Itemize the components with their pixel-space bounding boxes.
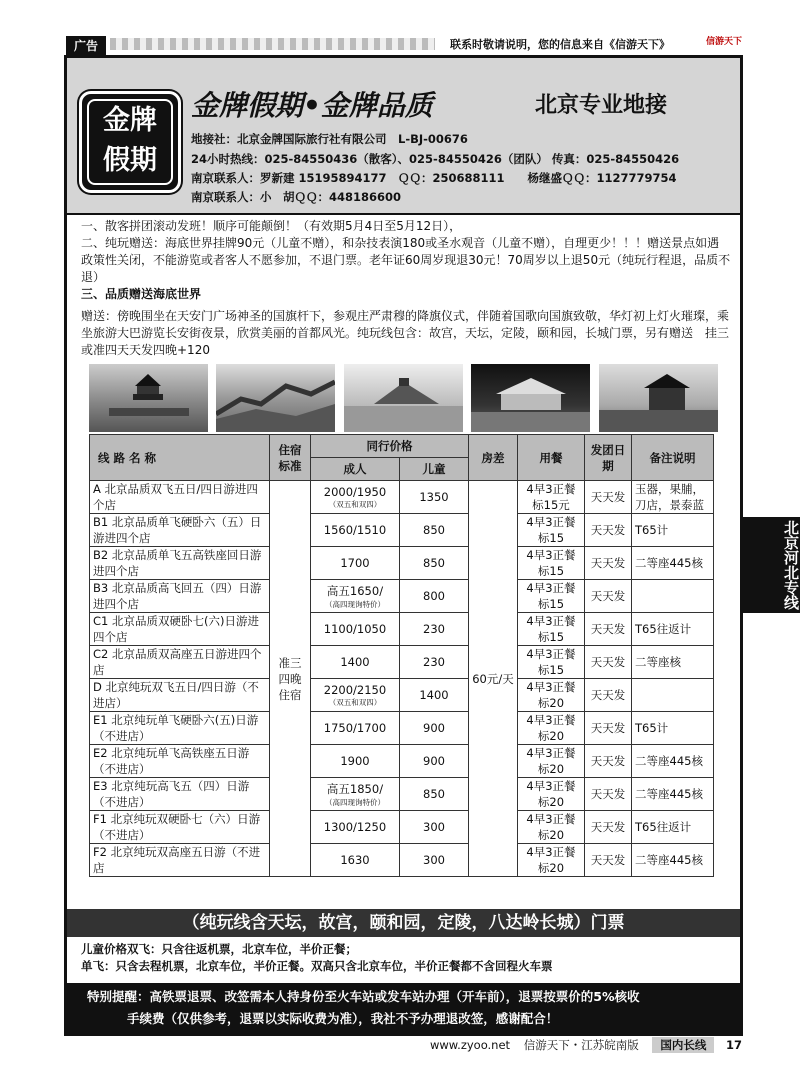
cell-meal xyxy=(518,580,585,613)
cell-child-text: 850 xyxy=(423,787,445,801)
cell-meal-text: 4早3正餐标15 xyxy=(526,581,576,611)
cell-adult-text: 高五1650/ xyxy=(326,583,384,598)
table-row xyxy=(90,547,714,580)
cell-adult-text: 1400 xyxy=(340,655,370,669)
table-row xyxy=(90,481,714,514)
cell-depart xyxy=(585,778,632,811)
cell-depart-text: 天天发 xyxy=(590,622,626,636)
cell-route-text: F2 北京纯玩双高座五日游（不进店 xyxy=(93,845,261,875)
cell-child-text: 300 xyxy=(423,820,445,834)
cell-adult xyxy=(311,679,400,712)
footnotes xyxy=(81,941,553,975)
th-depart: 发团日期 xyxy=(585,435,632,481)
gold-holiday-badge xyxy=(79,91,181,193)
cell-remark-text: 二等座445核 xyxy=(635,787,703,801)
cell-remark xyxy=(632,778,714,811)
cell-adult xyxy=(311,646,400,679)
cell-child xyxy=(400,844,469,877)
photo-great-wall xyxy=(216,364,335,432)
cell-meal xyxy=(518,844,585,877)
th-room: 房差 xyxy=(469,435,518,481)
tickets-banner: （纯玩线含天坛，故宫，颐和园，定陵，八达岭长城）门票 xyxy=(67,909,740,937)
cell-adult-text: 高五1850/ xyxy=(326,781,384,796)
cell-adult xyxy=(311,514,400,547)
cell-child-text: 850 xyxy=(423,523,445,537)
th-adult: 成人 xyxy=(311,458,400,481)
cell-remark xyxy=(632,580,714,613)
photo-gate-night xyxy=(471,364,590,432)
badge-line-2: 假期 xyxy=(103,145,157,176)
cell-remark xyxy=(632,547,714,580)
cell-child-text: 1350 xyxy=(419,490,449,504)
cell-child-text: 900 xyxy=(423,754,445,768)
cell-adult-note: （高四现询特价） xyxy=(325,797,385,807)
cell-remark-text: 二等座核 xyxy=(635,655,681,669)
cell-adult-note: （双五和双四） xyxy=(328,499,382,509)
top-bar xyxy=(0,0,800,52)
cell-remark xyxy=(632,646,714,679)
cell-stay xyxy=(270,481,311,877)
publication-name: 信游天下・江苏皖南版 xyxy=(523,1038,639,1052)
page-footer xyxy=(430,1037,742,1053)
cell-route xyxy=(90,613,270,646)
cell-depart-text: 天天发 xyxy=(590,556,626,570)
cell-route xyxy=(90,646,270,679)
cell-adult xyxy=(311,811,400,844)
cell-adult xyxy=(311,613,400,646)
th-stay: 住宿标准 xyxy=(270,435,311,481)
cell-remark xyxy=(632,745,714,778)
cell-remark xyxy=(632,514,714,547)
cell-meal xyxy=(518,778,585,811)
cell-child xyxy=(400,580,469,613)
cell-route xyxy=(90,514,270,547)
cell-remark-text: T65计 xyxy=(635,721,669,735)
special-reminder xyxy=(67,983,740,1033)
cell-route-text: E3 北京纯玩高飞五（四）日游（不进店） xyxy=(93,779,250,809)
cell-remark-text: 二等座445核 xyxy=(635,754,703,768)
cell-depart xyxy=(585,745,632,778)
cell-adult-text: 1900 xyxy=(340,754,370,768)
cell-route-text: B3 北京品质高飞回五（四）日游进四个店 xyxy=(93,581,262,611)
cell-route-text: E2 北京纯玩单飞高铁座五日游（不进店） xyxy=(93,746,250,776)
table-row xyxy=(90,811,714,844)
cell-meal xyxy=(518,811,585,844)
th-remark: 备注说明 xyxy=(632,435,714,481)
cell-adult-text: 2200/2150 xyxy=(323,682,387,697)
cell-adult xyxy=(311,712,400,745)
cell-remark-text: 二等座445核 xyxy=(635,556,703,570)
table-row xyxy=(90,580,714,613)
reminder-line-1: 特别提醒：高铁票退票、改签需本人持身份至火车站或发车站办理（开车前），退票按票价的5%核收 xyxy=(87,989,640,1004)
cell-depart xyxy=(585,481,632,514)
cell-depart-text: 天天发 xyxy=(590,721,626,735)
cell-remark xyxy=(632,712,714,745)
cell-child xyxy=(400,547,469,580)
cell-meal-text: 4早3正餐标20 xyxy=(526,845,576,875)
table-row xyxy=(90,712,714,745)
cell-adult-text: 1700 xyxy=(340,556,370,570)
contact-line-1: 南京联系人：罗新建 15195894177 ＱＱ：250688111 杨继盛ＱＱ：1127779754 xyxy=(191,171,677,185)
ad-tag: 广告 xyxy=(66,36,106,55)
routes-body xyxy=(90,481,714,877)
cell-room-text: 60元/天 xyxy=(472,671,514,686)
cell-adult-text: 1560/1510 xyxy=(323,523,387,537)
cell-route xyxy=(90,778,270,811)
side-tab-beijing-hebei: 北京河北专线 xyxy=(741,517,800,613)
cell-depart-text: 天天发 xyxy=(590,688,626,702)
cell-adult-note: （双五和双四） xyxy=(328,697,382,707)
cell-remark xyxy=(632,844,714,877)
cell-route-text: C1 北京品质双硬卧七(六)日游进四个店 xyxy=(93,614,259,644)
cell-depart xyxy=(585,679,632,712)
cell-remark-text: T65往返计 xyxy=(635,622,692,636)
cell-meal-text: 4早3正餐标20 xyxy=(526,812,576,842)
table-row xyxy=(90,679,714,712)
cell-route xyxy=(90,712,270,745)
cell-remark xyxy=(632,613,714,646)
cell-adult-text: 1100/1050 xyxy=(323,622,387,636)
cell-meal xyxy=(518,679,585,712)
cell-route xyxy=(90,580,270,613)
contact-line-2: 南京联系人：小 胡ＱＱ：448186600 xyxy=(191,190,402,204)
cell-adult-text: 1630 xyxy=(340,853,370,867)
agency-line: 地接社：北京金牌国际旅行社有限公司 L-BJ-00676 xyxy=(191,132,468,146)
cell-meal xyxy=(518,481,585,514)
page-number: 17 xyxy=(726,1038,743,1052)
cell-depart-text: 天天发 xyxy=(590,820,626,834)
cell-meal-text: 4早3正餐标15 xyxy=(526,515,576,545)
cell-route-text: B2 北京品质单飞五高铁座回日游进四个店 xyxy=(93,548,262,578)
cell-depart xyxy=(585,514,632,547)
cell-depart-text: 天天发 xyxy=(590,853,626,867)
cell-meal-text: 4早3正餐标15 xyxy=(526,647,576,677)
footnote-child-flight: 儿童价格双飞：只含往返机票，北京车位，半价正餐； xyxy=(81,942,357,956)
table-row xyxy=(90,844,714,877)
cell-adult-note: （高四现询特价） xyxy=(325,599,385,609)
cell-remark-text: T65计 xyxy=(635,523,669,537)
cell-depart-text: 天天发 xyxy=(590,490,626,504)
cell-route xyxy=(90,844,270,877)
cell-route-text: F1 北京纯玩双硬卧七（六）日游（不进店） xyxy=(93,812,261,842)
cell-meal xyxy=(518,514,585,547)
cell-adult xyxy=(311,580,400,613)
th-meal: 用餐 xyxy=(518,435,585,481)
table-row xyxy=(90,613,714,646)
cell-depart xyxy=(585,646,632,679)
category-label: 国内长线 xyxy=(652,1037,714,1053)
cell-meal-text: 4早3正餐标20 xyxy=(526,680,576,710)
cell-child xyxy=(400,679,469,712)
note-1: 一、散客拼团滚动发班！顺序可能颠倒！（有效期5月4日至5月12日）， xyxy=(81,219,462,233)
cell-child-text: 230 xyxy=(423,655,445,669)
cell-depart-text: 天天发 xyxy=(590,754,626,768)
cell-route xyxy=(90,481,270,514)
routes-table xyxy=(89,434,714,877)
table-row xyxy=(90,514,714,547)
top-note: 联系时敬请说明，您的信息来自《信游天下》 xyxy=(450,38,670,51)
cell-remark xyxy=(632,481,714,514)
publisher-logo: 信游天下 xyxy=(706,37,743,47)
cell-child-text: 230 xyxy=(423,622,445,636)
cell-meal xyxy=(518,646,585,679)
cell-adult-text: 2000/1950 xyxy=(323,484,387,499)
cell-remark xyxy=(632,811,714,844)
reminder-line-2: 手续费（仅供参考，退票以实际收费为准），我社不予办理退改签，感谢配合！ xyxy=(127,1011,559,1026)
cell-adult xyxy=(311,745,400,778)
cell-remark-text: 玉器，果脯，刀店，景泰蓝 xyxy=(635,482,704,512)
cell-adult xyxy=(311,547,400,580)
cell-child-text: 900 xyxy=(423,721,445,735)
cell-meal xyxy=(518,712,585,745)
cell-meal xyxy=(518,613,585,646)
table-row xyxy=(90,745,714,778)
cell-child-text: 300 xyxy=(423,853,445,867)
cell-remark-text: T65往返计 xyxy=(635,820,692,834)
photo-arrow-tower xyxy=(599,364,718,432)
cell-adult xyxy=(311,778,400,811)
cell-remark-text: 二等座445核 xyxy=(635,853,703,867)
cell-child xyxy=(400,811,469,844)
th-route: 线 路 名 称 xyxy=(90,435,270,481)
table-row xyxy=(90,646,714,679)
cell-route xyxy=(90,547,270,580)
cell-adult xyxy=(311,844,400,877)
cell-adult-text: 1750/1700 xyxy=(323,721,387,735)
ad-header xyxy=(67,58,740,215)
cell-depart xyxy=(585,811,632,844)
cell-adult xyxy=(311,481,400,514)
cell-route xyxy=(90,679,270,712)
cell-depart-text: 天天发 xyxy=(590,523,626,537)
cell-child-text: 850 xyxy=(423,556,445,570)
th-price: 同行价格 xyxy=(311,435,469,458)
cell-route-text: B1 北京品质单飞硬卧六（五）日游进四个店 xyxy=(93,515,262,545)
cell-child-text: 800 xyxy=(423,589,445,603)
ad-frame xyxy=(64,55,743,1036)
badge-line-1: 金牌 xyxy=(103,105,157,136)
cell-meal-text: 4早3正餐标15 xyxy=(526,548,576,578)
th-child: 儿童 xyxy=(400,458,469,481)
cell-route-text: C2 北京品质双高座五日游进四个店 xyxy=(93,647,262,677)
cell-child xyxy=(400,514,469,547)
cell-child xyxy=(400,745,469,778)
photo-summer-palace xyxy=(344,364,463,432)
cell-route-text: E1 北京纯玩单飞硬卧六(五)日游（不进店） xyxy=(93,713,259,743)
cell-route xyxy=(90,811,270,844)
hotline-line: 24小时热线：025-84550436（散客）、025-84550426（团队） 传真：025-84550426 xyxy=(191,152,680,166)
cell-meal-text: 4早3正餐标15元 xyxy=(526,482,576,512)
table-row xyxy=(90,778,714,811)
gift-text: 赠送：傍晚围坐在天安门广场神圣的国旗杆下，参观庄严肃穆的降旗仪式，伴随着国歌向国旗致敬，华灯初上灯火璀璨，乘坐旅游大巴游览长安街夜景，欣赏美丽的首都风光。纯玩线包含：故宫，天坛，定陵，颐和园，长城门票，另有赠送 挂三或准四天天发四晚+120 xyxy=(81,309,730,357)
cell-child xyxy=(400,613,469,646)
site-url[interactable]: www.zyoo.net xyxy=(430,1038,511,1052)
cell-route-text: D 北京纯玩双飞五日/四日游（不进店） xyxy=(93,680,259,710)
cell-depart-text: 天天发 xyxy=(590,589,626,603)
cell-route xyxy=(90,745,270,778)
slogan: 金牌假期•金牌品质 xyxy=(191,89,433,122)
photo-strip xyxy=(89,364,719,432)
cell-depart xyxy=(585,844,632,877)
footnote-single-flight: 单飞：只含去程机票，北京车位，半价正餐。双高只含北京车位，半价正餐都不含回程火车票 xyxy=(81,959,553,973)
cell-depart-text: 天天发 xyxy=(590,655,626,669)
cell-child xyxy=(400,646,469,679)
cell-depart-text: 天天发 xyxy=(590,787,626,801)
cell-meal xyxy=(518,547,585,580)
cell-meal-text: 4早3正餐标20 xyxy=(526,713,576,743)
cell-room xyxy=(469,481,518,877)
photo-temple-of-heaven xyxy=(89,364,208,432)
cell-depart xyxy=(585,580,632,613)
note-3: 三、品质赠送海底世界 xyxy=(81,287,202,301)
notes xyxy=(81,218,731,359)
cell-meal xyxy=(518,745,585,778)
cell-depart xyxy=(585,613,632,646)
cell-adult-text: 1300/1250 xyxy=(323,820,387,834)
cell-meal-text: 4早3正餐标20 xyxy=(526,746,576,776)
cell-meal-text: 4早3正餐标15 xyxy=(526,614,576,644)
cell-child xyxy=(400,778,469,811)
checker-strip xyxy=(110,38,435,50)
note-2: 二、纯玩赠送：海底世界挂牌90元（儿童不赠），和杂技表演180或圣水观音（儿童不赠），自理更少！！！赠送景点如遇政策性关闭，不能游览或者客人不愿参加，不退门票。老年证60周岁现退30元！70周岁以上退50元（纯玩行程退，品质不退） xyxy=(81,236,731,284)
cell-remark xyxy=(632,679,714,712)
cell-child xyxy=(400,712,469,745)
cell-depart xyxy=(585,547,632,580)
slogan-beijing: 北京专业地接 xyxy=(535,93,668,118)
cell-route-text: A 北京品质双飞五日/四日游进四个店 xyxy=(93,482,258,512)
cell-meal-text: 4早3正餐标20 xyxy=(526,779,576,809)
cell-child-text: 1400 xyxy=(419,688,449,702)
cell-stay-text: 准三四晚住宿 xyxy=(278,655,302,702)
cell-depart xyxy=(585,712,632,745)
cell-child xyxy=(400,481,469,514)
